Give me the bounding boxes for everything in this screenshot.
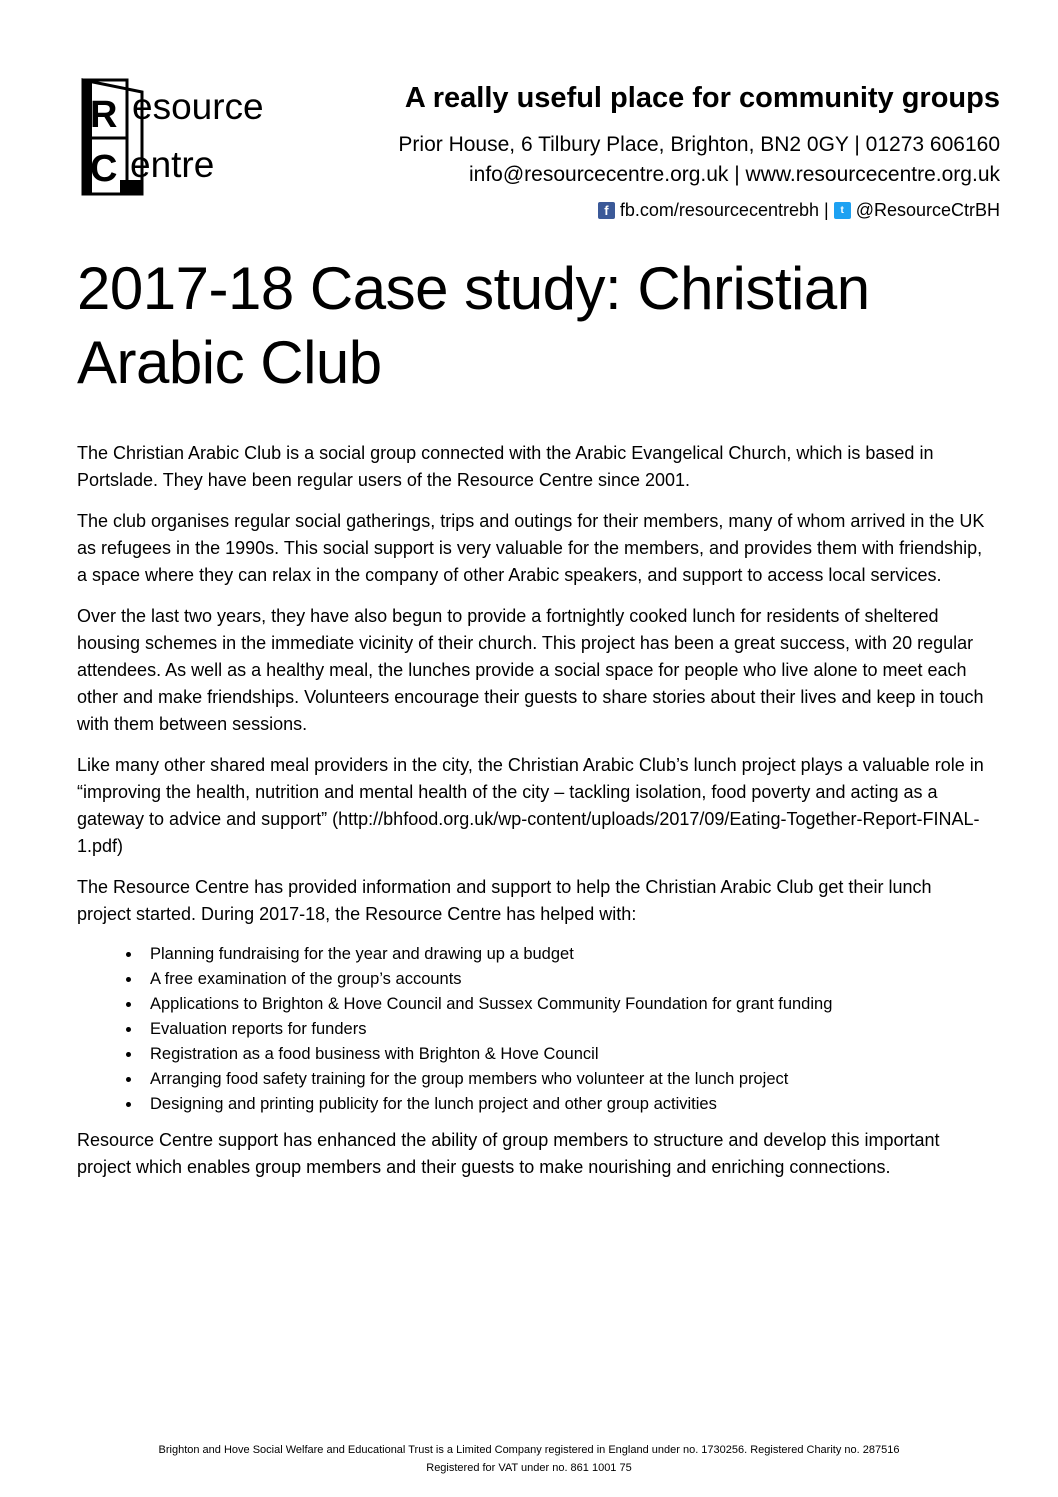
paragraph: The Christian Arabic Club is a social group connected with the Arabic Evangelical Church, which is based in Portslade. They have been regular users of the Resource Centre since 2001. <box>77 443 934 490</box>
list-item: • Applications to Brighton & Hove Council and Sussex Community Foundation for grant funding <box>142 992 987 1017</box>
facebook-icon: f <box>598 202 615 219</box>
list-item: • Registration as a food business with Brighton & Hove Council <box>142 1042 987 1067</box>
paragraph: Like many other shared meal providers in the city, the Christian Arabic Club’s lunch project plays a valuable role in “improving the health, nutrition and mental health of the city – tackling isolation, food poverty and acting as a gateway to advice and support” (http://bhfood.org.uk/wp-content/uploads/2017/09/Eating-Together-Report-FINAL-1.pdf) <box>77 755 984 856</box>
logo-letter-r: R <box>90 94 118 136</box>
logo-word-entre: entre <box>130 144 215 185</box>
list-item: • Evaluation reports for funders <box>142 1017 987 1042</box>
resource-centre-logo <box>80 76 302 196</box>
closing-paragraph: Resource Centre support has enhanced the ability of group members to structure and develop this important project which enables group members and their guests to make nourishing and enriching connections. <box>77 1130 940 1177</box>
list-item: • A free examination of the group’s accounts <box>142 967 987 992</box>
paragraph: The club organises regular social gatherings, trips and outings for their members, many of whom arrived in the UK as refugees in the 1990s. This social support is very valuable for the members, and provides them with friendship, a space where they can relax in the company of other Arabic speakers, and support to access local services. <box>77 511 985 585</box>
logo-letter-c: C <box>90 148 118 190</box>
address-line: Prior House, 6 Tilbury Place, Brighton, BN2 0GY | 01273 606160 <box>398 133 1000 157</box>
social-separator: | <box>824 200 829 221</box>
list-item: • Arranging food safety training for the group members who volunteer at the lunch project <box>142 1067 987 1092</box>
tagline: A really useful place for community groups <box>404 82 1000 114</box>
logo-word-esource: esource <box>132 86 264 127</box>
paragraph: The Resource Centre has provided information and support to help the Christian Arabic Club get their lunch project started. During 2017-18, the Resource Centre has helped with: <box>77 877 932 924</box>
support-list <box>77 942 987 1117</box>
facebook-link[interactable]: fb.com/resourcecentrebh <box>619 200 819 221</box>
social-links <box>398 198 1000 222</box>
document-body <box>77 440 987 1195</box>
email-web-line: info@resourcecentre.org.uk | www.resourcecentre.org.uk <box>468 163 1000 187</box>
footer-line: Brighton and Hove Social Welfare and Educational Trust is a Limited Company registered in England under no. 1730256. Registered Charity no. 287516 <box>158 1444 900 1456</box>
list-item: • Planning fundraising for the year and drawing up a budget <box>142 942 987 967</box>
footer-line: Registered for VAT under no. 861 1001 75 <box>426 1462 632 1474</box>
twitter-link[interactable]: @ResourceCtrBH <box>855 200 1000 221</box>
twitter-icon: t <box>834 202 851 219</box>
contact-block <box>398 82 1000 222</box>
list-item: • Designing and printing publicity for the lunch project and other group activities <box>142 1092 987 1117</box>
paragraph: Over the last two years, they have also begun to provide a fortnightly cooked lunch for residents of sheltered housing schemes in the immediate vicinity of their church. This project has been a great success, with 20 regular attendees. As well as a healthy meal, the lunches provide a social space for people who live alone to meet each other and make friendships. Volunteers encourage their guests to share stories about their lives and keep in touch with them between sessions. <box>77 606 984 734</box>
page-title: 2017-18 Case study: Christian Arabic Club <box>77 255 870 396</box>
footer <box>0 1441 1058 1477</box>
